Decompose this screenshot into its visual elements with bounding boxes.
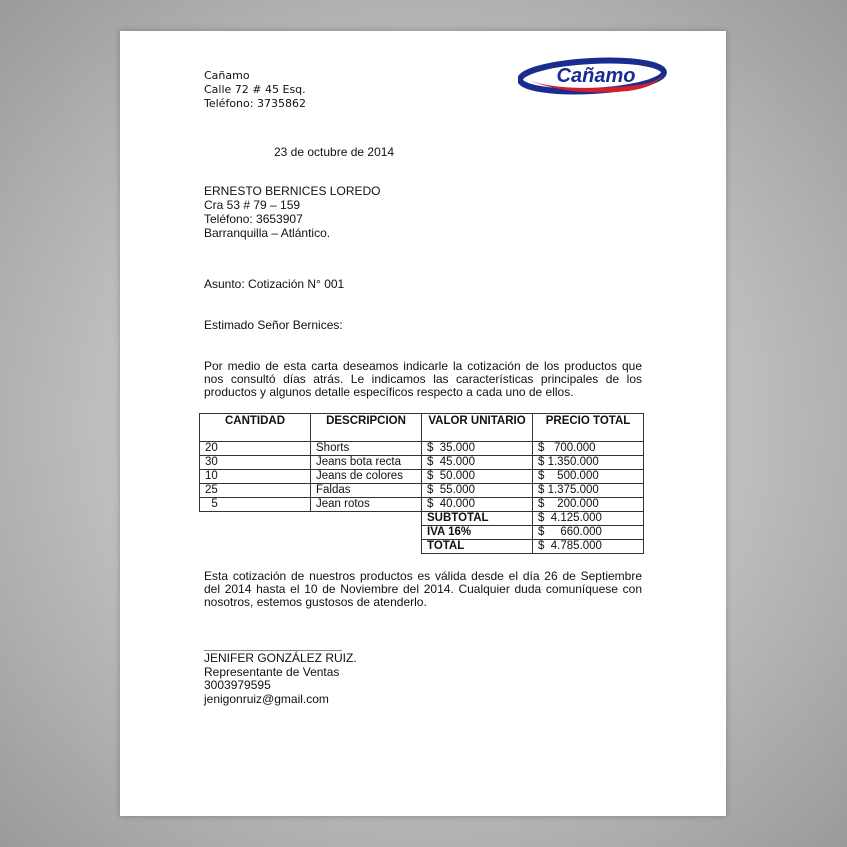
iva-value: $ 660.000 [533,526,644,540]
cell-desc: Jeans de colores [311,470,422,484]
total-label: TOTAL [422,540,533,554]
table-row [200,498,644,512]
cell-unit: $ 35.000 [422,442,533,456]
cell-qty: 20 [200,442,311,456]
table-row [200,442,644,456]
logo-swoosh-graphic [518,55,668,99]
iva-label: IVA 16% [422,526,533,540]
table-header-row [200,414,644,442]
letter-page [120,31,726,816]
subject-line: Asunto: Cotización N° 001 [204,277,345,291]
sender-name: Cañamo [204,69,250,82]
header-cantidad: CANTIDAD [200,414,311,442]
sender-phone: Teléfono: 3735862 [204,97,306,110]
cell-desc: Shorts [311,442,422,456]
recipient-name: ERNESTO BERNICES LOREDO [204,184,381,198]
header-precio-total: PRECIO TOTAL [533,414,644,442]
cell-desc: Faldas [311,484,422,498]
greeting: Estimado Señor Bernices: [204,318,343,332]
subtotal-label: SUBTOTAL [422,512,533,526]
recipient-block [204,184,380,240]
signer-phone: 3003979595 [204,678,271,692]
letter-date: 23 de octubre de 2014 [274,145,395,159]
cell-unit: $ 45.000 [422,456,533,470]
summary-row-iva [200,526,644,540]
cell-qty: 30 [200,456,311,470]
cell-unit: $ 55.000 [422,484,533,498]
signer-name: JENIFER GONZÁLEZ RUIZ. [204,651,357,665]
closing-paragraph: Esta cotización de nuestros productos es válida desde el día 26 de Septiembre del 2014 hasta el 10 de Noviembre del 2014. Cualquier duda comuníquese con nosotros, estemos gustosos de atenderlo. [204,569,642,609]
cell-total: $ 1.350.000 [533,456,644,470]
intro-paragraph: Por medio de esta carta deseamos indicarle la cotización de los productos que nos consultó días atrás. Le indicamos las características principales de los productos y algunos detalle específicos respecto a cada uno de ellos. [204,359,642,399]
table-row [200,470,644,484]
cell-total: $ 700.000 [533,442,644,456]
logo-text: Cañamo [556,65,636,87]
cell-desc: Jeans bota recta [311,456,422,470]
subtotal-value: $ 4.125.000 [533,512,644,526]
summary-row-total [200,540,644,554]
recipient-city: Barranquilla – Atlántico. [204,226,331,240]
cell-unit: $ 50.000 [422,470,533,484]
cell-total: $ 500.000 [533,470,644,484]
cell-unit: $ 40.000 [422,498,533,512]
recipient-phone: Teléfono: 3653907 [204,212,303,226]
signer-email: jenigonruiz@gmail.com [204,691,329,706]
table-row [200,484,644,498]
sender-address: Calle 72 # 45 Esq. [204,83,306,96]
header-descripcion: DESCRIPCION [311,414,422,442]
sender-block [204,69,306,111]
signer-title: Representante de Ventas [204,664,340,679]
cell-total: $ 1.375.000 [533,484,644,498]
cell-desc: Jean rotos [311,498,422,512]
cell-qty: 10 [200,470,311,484]
signature-block [204,652,357,706]
cell-total: $ 200.000 [533,498,644,512]
recipient-address: Cra 53 # 79 – 159 [204,198,301,212]
header-valor-unitario: VALOR UNITARIO [422,414,533,442]
company-logo [518,55,668,99]
total-value: $ 4.785.000 [533,540,644,554]
table-row [200,456,644,470]
cell-qty: 25 [200,484,311,498]
cell-qty: 5 [200,498,311,512]
quote-table [199,413,644,554]
summary-row-subtotal [200,512,644,526]
